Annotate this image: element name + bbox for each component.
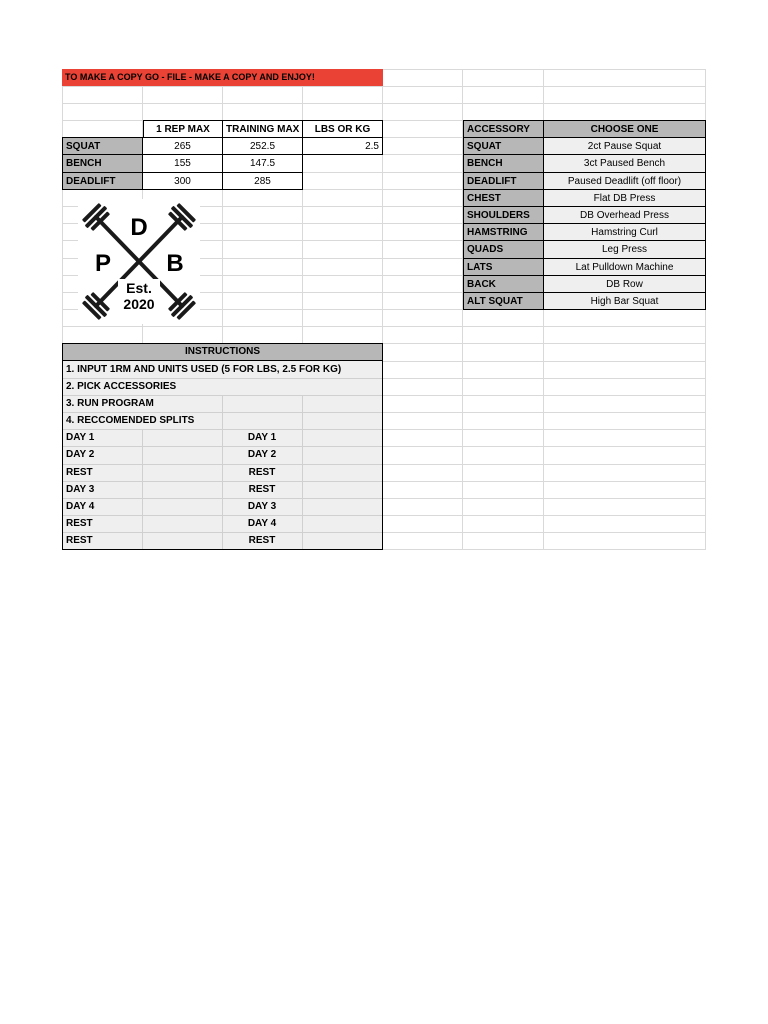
lift-training-bench[interactable]: 147.5 (222, 154, 303, 173)
header-1rm: 1 REP MAX (143, 120, 223, 138)
accessory-choice-select[interactable]: DB Row (543, 275, 706, 293)
accessory-choice-select[interactable]: Flat DB Press (543, 189, 706, 207)
lift-training-deadlift[interactable]: 285 (222, 172, 303, 190)
instruction-step: 3. RUN PROGRAM (66, 398, 154, 409)
split-a-day: DAY 2 (66, 449, 95, 460)
instructions-header: INSTRUCTIONS (62, 343, 383, 361)
split-a-day: DAY 3 (66, 484, 95, 495)
accessory-name: BENCH (463, 154, 544, 173)
logo-year: 2020 (123, 296, 155, 312)
accessory-choice-select[interactable]: 2ct Pause Squat (543, 137, 706, 155)
split-b-day: REST (248, 467, 276, 478)
accessory-choice-select[interactable]: High Bar Squat (543, 292, 706, 310)
split-a-day: DAY 4 (66, 501, 95, 512)
pdb-logo (78, 199, 200, 324)
accessory-name: HAMSTRING (463, 223, 544, 241)
accessory-header: ACCESSORY (463, 120, 544, 138)
accessory-name: CHEST (463, 189, 544, 207)
lift-1rm-bench[interactable]: 155 (142, 154, 223, 173)
lift-name-deadlift: DEADLIFT (62, 172, 143, 190)
accessory-choice-select[interactable]: Paused Deadlift (off floor) (543, 172, 706, 190)
lift-1rm-squat[interactable]: 265 (142, 137, 223, 155)
split-b-day: DAY 3 (247, 501, 277, 512)
header-training-max: TRAINING MAX (222, 120, 303, 138)
accessory-choice-select[interactable]: Hamstring Curl (543, 223, 706, 241)
instruction-step: 1. INPUT 1RM AND UNITS USED (5 FOR LBS, 2.5 FOR KG) (66, 364, 342, 375)
split-b-day: DAY 4 (247, 518, 277, 529)
split-a-day: REST (66, 518, 93, 529)
logo-letter-d: D (130, 214, 148, 241)
header-units: LBS OR KG (302, 120, 383, 138)
split-b-day: REST (248, 484, 276, 495)
logo-letter-p: P (94, 250, 112, 277)
accessory-choice-select[interactable]: 3ct Paused Bench (543, 154, 706, 173)
split-b-day: REST (248, 535, 276, 546)
accessory-name: ALT SQUAT (463, 292, 544, 310)
instruction-step: 4. RECCOMENDED SPLITS (66, 415, 195, 426)
split-a-day: REST (66, 467, 93, 478)
accessory-choice-select[interactable]: DB Overhead Press (543, 206, 706, 224)
spreadsheet (62, 69, 706, 550)
accessory-name: LATS (463, 258, 544, 276)
accessory-choice-select[interactable]: Leg Press (543, 240, 706, 259)
accessory-name: BACK (463, 275, 544, 293)
split-b-day: DAY 2 (247, 449, 277, 460)
lift-name-bench: BENCH (62, 154, 143, 173)
split-a-day: REST (66, 535, 93, 546)
lift-units-input[interactable]: 2.5 (302, 137, 383, 155)
accessory-name: QUADS (463, 240, 544, 259)
split-b-day: DAY 1 (247, 432, 277, 443)
choose-one-header: CHOOSE ONE (543, 120, 706, 138)
copy-banner: TO MAKE A COPY GO - FILE - MAKE A COPY AND ENJOY! (62, 69, 383, 86)
lift-name-squat: SQUAT (62, 137, 143, 155)
accessory-name: DEADLIFT (463, 172, 544, 190)
accessory-name: SQUAT (463, 137, 544, 155)
accessory-choice-select[interactable]: Lat Pulldown Machine (543, 258, 706, 276)
lift-training-squat[interactable]: 252.5 (222, 137, 303, 155)
instruction-step: 2. PICK ACCESSORIES (66, 381, 177, 392)
split-a-day: DAY 1 (66, 432, 95, 443)
logo-est: Est. (126, 280, 152, 296)
lift-1rm-deadlift[interactable]: 300 (142, 172, 223, 190)
accessory-name: SHOULDERS (463, 206, 544, 224)
logo-letter-b: B (166, 250, 184, 277)
